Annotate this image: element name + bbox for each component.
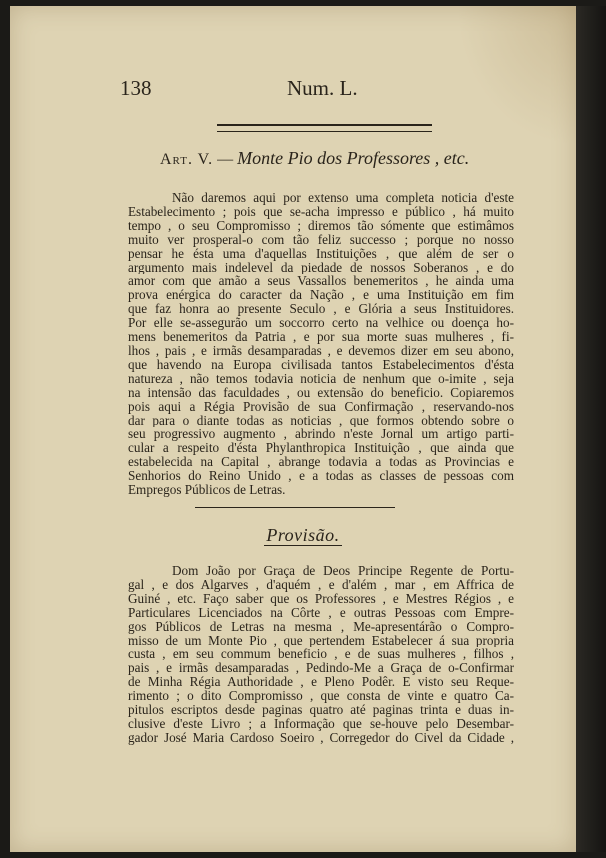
text-line: que faz honra ao presente Seculo , e Glória a seus Instituidores. [128, 302, 514, 317]
text-line: mens benemeritos da Patria , e por sua morte suas mulheres , fi- [128, 330, 514, 344]
text-line: gos Públicos de Letras na mesma , Me-apresentárão o Compro- [128, 619, 514, 634]
text-line: tempo , o seu Compromisso ; diremos tão sómente que estimâmos [128, 218, 514, 233]
text-line: pensar he ésta uma d'aquellas Instituições , que além de ser o [128, 246, 514, 261]
article-paragraph [128, 191, 514, 497]
text-line: argumento mais indelevel da piedade de nossos Soberanos , e do [128, 260, 514, 275]
text-line: misso de um Monte Pio , que pertendem Estabelecer á sua propria [128, 633, 514, 648]
text-line: pais , e irmãs desamparadas , Pedindo-Me a Graça de o-Confirmar [128, 661, 514, 676]
article-dash: — [217, 151, 234, 168]
text-line: Estabelecimento ; pois que se-acha impresso e público , há muito [128, 204, 514, 219]
double-rule-divider [217, 124, 432, 132]
text-line: seu progressivo augmento , abrindo n'este Jornal um artigo parti- [128, 427, 514, 442]
text-line: amor com que amão a seus Vassallos benemeritos , he ainda uma [128, 274, 514, 289]
text-line: rimento ; o dito Compromisso , que consta de vinte e quatro Ca- [128, 689, 514, 704]
text-line: Empregos Públicos de Letras. [128, 483, 286, 497]
article-title: Monte Pio dos Professores , etc. [237, 148, 470, 168]
text-line: cular a respeito d'ésta Phylanthropica Instituição , que ainda que [128, 441, 514, 456]
book-spine-shadow [576, 6, 606, 852]
running-head: Num. L. [287, 76, 358, 100]
text-line: estabelecida na Capital , abrange todavia a todas as Provincias e [128, 455, 514, 470]
text-line: lhos , pais , e irmãs desamparadas , e devemos dizer em seu abono, [128, 343, 514, 358]
text-line: na intensão das faculdades , ou extensão do beneficio. Copiaremos [128, 385, 514, 400]
text-line: clusive d'este Livro ; a Informação que se-houve pelo Desembar- [128, 716, 514, 731]
page-number: 138 [120, 76, 152, 100]
page-header [0, 76, 606, 106]
provision-paragraph [128, 564, 514, 745]
text-line: Particulares Licenciados na Côrte , e outras Pessoas com Empre- [128, 605, 514, 620]
text-line: Guiné , etc. Faço saber que os Professores , e Mestres Régios , e [128, 591, 514, 606]
text-line: custa , em seu commum beneficio , e de suas mulheres , filhos , [128, 647, 514, 662]
article-heading [160, 148, 500, 169]
text-line: pitulos escriptos desde paginas quatro até paginas trinta e duas in- [128, 703, 514, 717]
article-label: Art. V. [160, 151, 214, 168]
text-line: dar para o diante todas as noticias , que formos obtendo sobre o [128, 413, 514, 428]
text-line: pois aqui a Régia Provisão de sua Confirmação , reservando-nos [128, 399, 514, 414]
text-line: gal , e dos Algarves , d'aquém , e d'além , mar , em Affrica de [128, 577, 514, 592]
text-line: que havendo na Europa civilisada tantos Estabelecimentos d'ésta [128, 357, 514, 372]
text-line: natureza , não temos todavia noticia de nenhum que o-imite , seja [128, 371, 514, 386]
text-line: muito ver prosperal-o com tão feliz successo ; porque no nosso [128, 232, 514, 247]
section-heading [0, 525, 606, 546]
text-line: Senhorios do Reino Unido , e a todas as classes de pessoas com [128, 469, 514, 484]
section-title: Provisão. [266, 525, 340, 545]
text-line: Não daremos aqui por extenso uma completa noticia d'este [172, 191, 514, 205]
text-line: Por elle se-assegurão um soccorro certo na velhice ou doença ho- [128, 316, 514, 331]
section-rule [195, 507, 395, 508]
text-line: de Minha Régia Authoridade , e Pleno Podêr. E visto seu Reque- [128, 675, 514, 690]
text-line: prova enérgica do caracter da Nação , e uma Instituição em fim [128, 288, 514, 303]
text-line: Dom João por Graça de Deos Principe Regente de Portu- [172, 564, 514, 578]
text-line: gador José Maria Cardoso Soeiro , Corregedor do Civel da Cidade , [128, 730, 514, 745]
